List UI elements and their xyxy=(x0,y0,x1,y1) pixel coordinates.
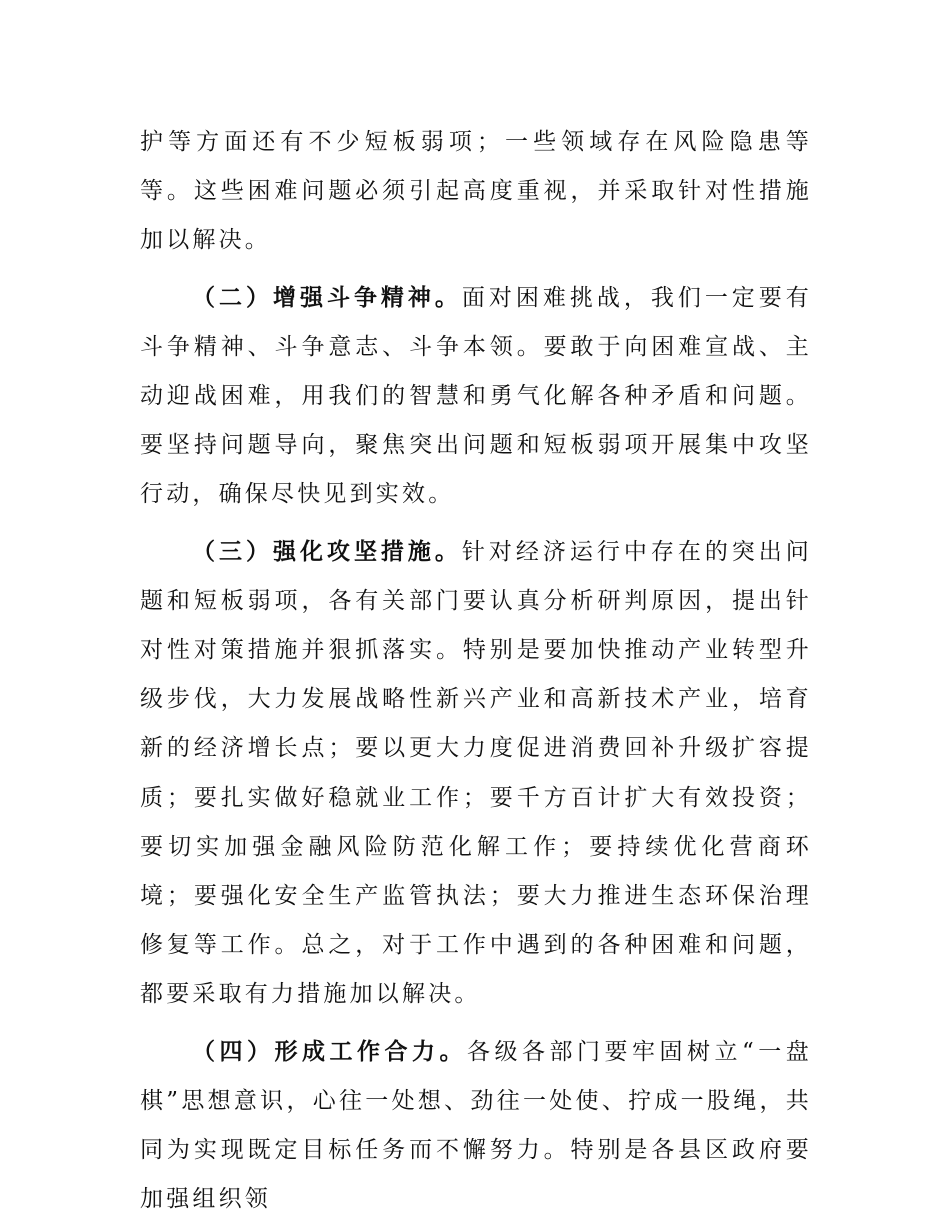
paragraph-reinforce-measures xyxy=(140,528,812,1020)
paragraph-body: 各级各部门要牢固树立“一盘棋”思想意识，心往一处想、劲往一处使、拧成一股绳，共同为实现既定目标任务而不懈努力。特别是各县区政府要加强组织领 xyxy=(140,1038,813,1213)
document-page xyxy=(140,118,812,1224)
paragraph-continuation xyxy=(140,118,812,266)
paragraph-body: 针对经济运行中存在的突出问题和短板弱项，各有关部门要认真分析研判原因，提出针对性对策措施并狠抓落实。特别是要加快推动产业转型升级步伐，大力发展战略性新兴产业和高新技术产业，培育新的经济增长点；要以更大力度促进消费回补升级扩容提质；要扎实做好稳就业工作；要千方百计扩大有效投资；要切实加强金融风险防范化解工作；要持续优化营商环境；要强化安全生产监管执法；要大力推进生态环保治理修复等工作。总之，对于工作中遇到的各种困难和问题，都要采取有力措施加以解决。 xyxy=(140,538,812,1008)
paragraph-body: 面对困难挑战，我们一定要有斗争精神、斗争意志、斗争本领。要敢于向困难宣战、主动迎战困难，用我们的智慧和勇气化解各种矛盾和问题。要坚持问题导向，聚焦突出问题和短板弱项开展集中攻坚行动，确保尽快见到实效。 xyxy=(140,284,812,508)
paragraph-body: 护等方面还有不少短板弱项；一些领域存在风险隐患等等。这些困难问题必须引起高度重视，并采取针对性措施加以解决。 xyxy=(140,129,812,254)
paragraph-form-synergy xyxy=(140,1028,812,1225)
paragraph-heading: （二）增强斗争精神。 xyxy=(192,284,462,311)
paragraph-heading: （四）形成工作合力。 xyxy=(192,1038,468,1065)
paragraph-strengthen-struggle xyxy=(140,274,812,520)
paragraph-heading: （三）强化攻坚措施。 xyxy=(192,538,462,565)
